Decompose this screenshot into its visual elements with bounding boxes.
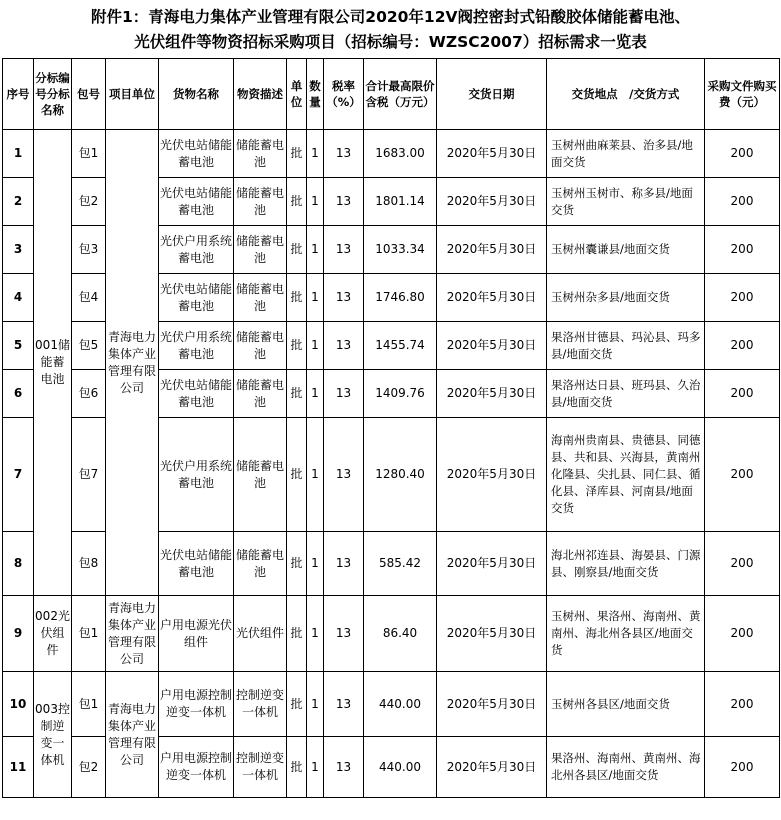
cell-tax: 13: [324, 370, 364, 418]
cell-date: 2020年5月30日: [437, 672, 547, 737]
cell-measure: 批: [287, 178, 307, 226]
cell-fee: 200: [705, 532, 780, 596]
cell-tax: 13: [324, 322, 364, 370]
cell-fee: 200: [705, 226, 780, 274]
cell-pack: 包8: [72, 532, 106, 596]
cell-qty: 1: [307, 672, 324, 737]
cell-price: 1683.00: [364, 130, 437, 178]
cell-qty: 1: [307, 130, 324, 178]
cell-goods: 光伏电站储能蓄电池: [159, 130, 234, 178]
cell-measure: 批: [287, 596, 307, 672]
cell-qty: 1: [307, 532, 324, 596]
cell-location: 海北州祁连县、海晏县、门源县、刚察县/地面交货: [547, 532, 705, 596]
cell-seq: 3: [3, 226, 34, 274]
cell-location: 玉树州杂多县/地面交货: [547, 274, 705, 322]
cell-desc: 储能蓄电池: [234, 178, 287, 226]
header-seq: 序号: [3, 59, 34, 130]
cell-desc: 光伏组件: [234, 596, 287, 672]
cell-date: 2020年5月30日: [437, 532, 547, 596]
cell-price: 1746.80: [364, 274, 437, 322]
cell-pack: 包2: [72, 737, 106, 798]
header-price: 合计最高限价含税（万元）: [364, 59, 437, 130]
cell-date: 2020年5月30日: [437, 370, 547, 418]
cell-section-002: 002光伏组件: [34, 596, 72, 672]
cell-seq: 7: [3, 418, 34, 532]
cell-goods: 光伏户用系统蓄电池: [159, 226, 234, 274]
cell-location: 果洛州达日县、班玛县、久治县/地面交货: [547, 370, 705, 418]
cell-location: 玉树州曲麻莱县、治多县/地面交货: [547, 130, 705, 178]
cell-location: 果洛州、海南州、黄南州、海北州各县区/地面交货: [547, 737, 705, 798]
cell-date: 2020年5月30日: [437, 274, 547, 322]
cell-seq: 1: [3, 130, 34, 178]
cell-desc: 储能蓄电池: [234, 130, 287, 178]
cell-tax: 13: [324, 737, 364, 798]
cell-qty: 1: [307, 274, 324, 322]
cell-tax: 13: [324, 274, 364, 322]
cell-desc: 储能蓄电池: [234, 226, 287, 274]
cell-date: 2020年5月30日: [437, 178, 547, 226]
cell-fee: 200: [705, 178, 780, 226]
table-row: [3, 672, 780, 737]
cell-pack: 包6: [72, 370, 106, 418]
cell-pack: 包1: [72, 130, 106, 178]
header-tax: 税率（%）: [324, 59, 364, 130]
cell-fee: 200: [705, 596, 780, 672]
table-row: [3, 130, 780, 178]
cell-price: 585.42: [364, 532, 437, 596]
cell-location: 玉树州囊谦县/地面交货: [547, 226, 705, 274]
header-unit: 项目单位: [106, 59, 159, 130]
cell-measure: 批: [287, 672, 307, 737]
cell-seq: 5: [3, 322, 34, 370]
cell-goods: 光伏户用系统蓄电池: [159, 418, 234, 532]
cell-price: 1801.14: [364, 178, 437, 226]
cell-date: 2020年5月30日: [437, 737, 547, 798]
cell-seq: 11: [3, 737, 34, 798]
title-line-1: 附件1：青海电力集体产业管理有限公司2020年12V阀控密封式铅酸胶体储能蓄电池、: [91, 8, 690, 26]
cell-qty: 1: [307, 322, 324, 370]
header-pack: 包号: [72, 59, 106, 130]
cell-seq: 8: [3, 532, 34, 596]
cell-tax: 13: [324, 418, 364, 532]
cell-goods: 光伏户用系统蓄电池: [159, 322, 234, 370]
cell-pack: 包4: [72, 274, 106, 322]
cell-measure: 批: [287, 418, 307, 532]
cell-fee: 200: [705, 672, 780, 737]
cell-unit-g2: 青海电力集体产业管理有限公司: [106, 596, 159, 672]
cell-date: 2020年5月30日: [437, 596, 547, 672]
cell-pack: 包1: [72, 596, 106, 672]
cell-date: 2020年5月30日: [437, 226, 547, 274]
cell-seq: 10: [3, 672, 34, 737]
header-row: [3, 59, 780, 130]
cell-tax: 13: [324, 532, 364, 596]
cell-unit-g1: 青海电力集体产业管理有限公司: [106, 130, 159, 596]
cell-price: 1033.34: [364, 226, 437, 274]
cell-goods: 光伏电站储能蓄电池: [159, 370, 234, 418]
cell-measure: 批: [287, 226, 307, 274]
cell-desc: 储能蓄电池: [234, 274, 287, 322]
cell-section-003: 003控制逆变一体机: [34, 672, 72, 798]
cell-unit-g3: 青海电力集体产业管理有限公司: [106, 672, 159, 798]
cell-desc: 储能蓄电池: [234, 532, 287, 596]
cell-price: 86.40: [364, 596, 437, 672]
cell-seq: 4: [3, 274, 34, 322]
cell-tax: 13: [324, 596, 364, 672]
cell-measure: 批: [287, 130, 307, 178]
cell-price: 1280.40: [364, 418, 437, 532]
cell-tax: 13: [324, 130, 364, 178]
table-row: [3, 596, 780, 672]
title-line-2: 光伏组件等物资招标采购项目（招标编号：WZSC2007）招标需求一览表: [134, 33, 647, 51]
cell-desc: 储能蓄电池: [234, 418, 287, 532]
cell-date: 2020年5月30日: [437, 130, 547, 178]
cell-tax: 13: [324, 178, 364, 226]
cell-price: 1409.76: [364, 370, 437, 418]
cell-fee: 200: [705, 322, 780, 370]
cell-pack: 包1: [72, 672, 106, 737]
cell-fee: 200: [705, 130, 780, 178]
header-desc: 物资描述: [234, 59, 287, 130]
cell-goods: 户用电源控制逆变一体机: [159, 737, 234, 798]
cell-goods: 光伏电站储能蓄电池: [159, 274, 234, 322]
cell-fee: 200: [705, 737, 780, 798]
cell-fee: 200: [705, 370, 780, 418]
cell-price: 440.00: [364, 737, 437, 798]
cell-pack: 包7: [72, 418, 106, 532]
header-location: 交货地点 /交货方式: [547, 59, 705, 130]
cell-seq: 2: [3, 178, 34, 226]
cell-qty: 1: [307, 737, 324, 798]
cell-qty: 1: [307, 226, 324, 274]
cell-pack: 包2: [72, 178, 106, 226]
header-fee: 采购文件购买费（元）: [705, 59, 780, 130]
cell-pack: 包5: [72, 322, 106, 370]
header-date: 交货日期: [437, 59, 547, 130]
cell-price: 440.00: [364, 672, 437, 737]
cell-location: 果洛州甘德县、玛沁县、玛多县/地面交货: [547, 322, 705, 370]
cell-date: 2020年5月30日: [437, 322, 547, 370]
cell-fee: 200: [705, 418, 780, 532]
requirements-table: [2, 58, 780, 798]
cell-fee: 200: [705, 274, 780, 322]
header-section: 分标编号分标名称: [34, 59, 72, 130]
cell-section-001: 001储能蓄电池: [34, 130, 72, 596]
cell-qty: 1: [307, 178, 324, 226]
cell-qty: 1: [307, 370, 324, 418]
cell-measure: 批: [287, 322, 307, 370]
cell-qty: 1: [307, 418, 324, 532]
cell-location: 海南州贵南县、贵德县、同德县、共和县、兴海县，黄南州化隆县、尖扎县、同仁县、循化县、泽库县、河南县/地面交货: [547, 418, 705, 532]
cell-location: 玉树州、果洛州、海南州、黄南州、海北州各县区/地面交货: [547, 596, 705, 672]
header-goods: 货物名称: [159, 59, 234, 130]
cell-seq: 9: [3, 596, 34, 672]
cell-tax: 13: [324, 226, 364, 274]
cell-desc: 控制逆变一体机: [234, 672, 287, 737]
cell-tax: 13: [324, 672, 364, 737]
cell-pack: 包3: [72, 226, 106, 274]
document-title: [0, 0, 781, 58]
header-measure: 单位: [287, 59, 307, 130]
cell-qty: 1: [307, 596, 324, 672]
cell-seq: 6: [3, 370, 34, 418]
cell-location: 玉树州玉树市、称多县/地面交货: [547, 178, 705, 226]
cell-goods: 光伏电站储能蓄电池: [159, 532, 234, 596]
cell-date: 2020年5月30日: [437, 418, 547, 532]
cell-measure: 批: [287, 370, 307, 418]
cell-measure: 批: [287, 274, 307, 322]
cell-desc: 控制逆变一体机: [234, 737, 287, 798]
cell-measure: 批: [287, 532, 307, 596]
cell-measure: 批: [287, 737, 307, 798]
cell-price: 1455.74: [364, 322, 437, 370]
cell-location: 玉树州各县区/地面交货: [547, 672, 705, 737]
cell-goods: 光伏电站储能蓄电池: [159, 178, 234, 226]
cell-goods: 户用电源控制逆变一体机: [159, 672, 234, 737]
header-qty: 数量: [307, 59, 324, 130]
cell-goods: 户用电源光伏组件: [159, 596, 234, 672]
cell-desc: 储能蓄电池: [234, 370, 287, 418]
cell-desc: 储能蓄电池: [234, 322, 287, 370]
